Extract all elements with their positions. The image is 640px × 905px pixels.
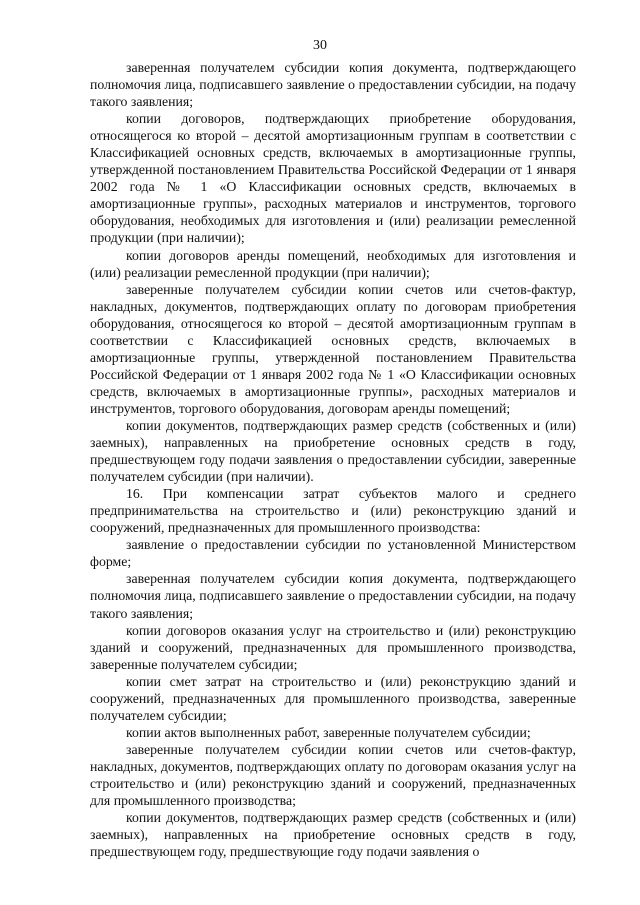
paragraph: копии актов выполненных работ, заверенные получателем субсидии;: [126, 724, 531, 740]
section-16-heading: 16. При компенсации затрат субъектов малого и среднего предпринимательства на строительство и (или) реконструкцию зданий и сооружений, предназначенных для промышленного производства:: [90, 486, 576, 536]
paragraph: копии договоров оказания услуг на строительство и (или) реконструкцию зданий и сооружений, предназначенных для промышленного производства, заверенные получателем субсидии;: [90, 622, 576, 672]
paragraph: копии договоров аренды помещений, необходимых для изготовления и (или) реализации ремесленной продукции (при наличии);: [90, 247, 576, 280]
paragraph: копии документов, подтверждающих размер средств (собственных и (или) заемных), направленных на приобретение основных средств в году, предшествующем году, предшествующие году подачи заявления о: [90, 810, 576, 860]
paragraph: заверенная получателем субсидии копия документа, подтверждающего полномочия лица, подписавшего заявление о предоставлении субсидии, на подачу такого заявления;: [90, 60, 576, 110]
paragraph: копии документов, подтверждающих размер средств (собственных и (или) заемных), направленных на приобретение основных средств в году, предшествующем году подачи заявления о предоставлении субсидии, заверенные получателем субсидии (при наличии).: [90, 417, 576, 485]
paragraph: заявление о предоставлении субсидии по установленной Министерством форме;: [90, 537, 576, 570]
paragraph: копии смет затрат на строительство и (или) реконструкцию зданий и сооружений, предназначенных для промышленного производства, заверенные получателем субсидии;: [90, 673, 576, 723]
paragraph: заверенные получателем субсидии копии счетов или счетов-фактур, накладных, документов, подтверждающих оплату по договорам оказания услуг на строительство и (или) реконструкцию зданий и сооружений, предназначенных для промышленного производства;: [90, 741, 576, 809]
paragraph: заверенные получателем субсидии копии счетов или счетов-фактур, накладных, документов, подтверждающих оплату по договорам приобретения оборудования, относящегося ко второй – десятой амортизационным группам в соответствии с Классификацией основных средств, включаемых в амортизационные группы, утвержденной постановлением Правительства Российской Федерации от 1 января 2002 года № 1 «О Классификации основных средств, включаемых в амортизационные группы», расходных материалов и инструментов, торгового оборудования, договорам аренды помещений;: [90, 281, 576, 416]
paragraph: копии договоров, подтверждающих приобретение оборудования, относящегося ко второй – десятой амортизационным группам в соответствии с Классификацией основных средств, включаемых в амортизационные группы, утвержденной постановлением Правительства Российской Федерации от 1 января 2002 года № 1 «О Классификации основных средств, включаемых в амортизационные группы», расходных материалов и инструментов, торгового оборудования, необходимых для изготовления и (или) реализации ремесленной продукции (при наличии);: [90, 111, 576, 246]
paragraph: заверенная получателем субсидии копия документа, подтверждающего полномочия лица, подписавшего заявление о предоставлении субсидии, на подачу такого заявления;: [90, 571, 576, 621]
page-number: 30: [313, 38, 327, 53]
document-body: [90, 59, 576, 860]
